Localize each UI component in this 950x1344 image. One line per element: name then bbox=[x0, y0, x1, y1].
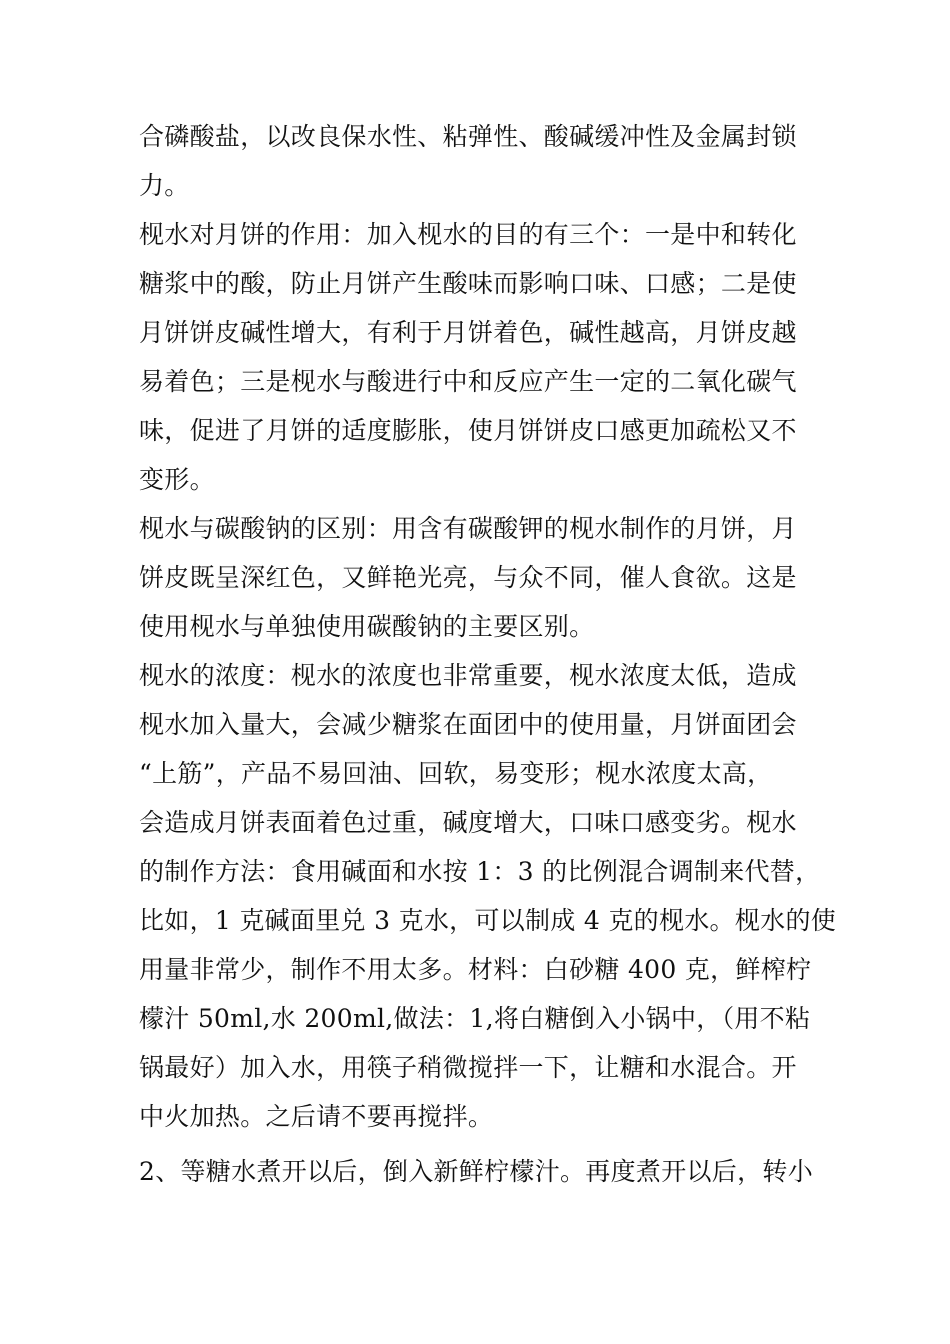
text-line: 味，促进了月饼的适度膨胀，使月饼饼皮口感更加疏松又不 bbox=[139, 416, 797, 445]
text-line: 锅最好）加入水，用筷子稍微搅拌一下，让糖和水混合。开 bbox=[139, 1053, 797, 1082]
text-line: 使用枧水与单独使用碳酸钠的主要区别。 bbox=[139, 612, 595, 641]
text-line: 的制作方法：食用碱面和水按 1：3 的比例混合调制来代替， bbox=[139, 857, 821, 886]
text-line: 饼皮既呈深红色，又鲜艳光亮，与众不同，催人食欲。这是 bbox=[139, 563, 797, 592]
text-line: 糖浆中的酸，防止月饼产生酸味而影响口味、口感；二是使 bbox=[139, 269, 797, 298]
text-line: 枧水与碳酸钠的区别：用含有碳酸钾的枧水制作的月饼，月 bbox=[139, 514, 797, 543]
text-line: 变形。 bbox=[139, 465, 215, 494]
text-line: 用量非常少，制作不用太多。材料：白砂糖 400 克，鲜榨柠 bbox=[139, 955, 812, 984]
text-line: 枧水的浓度：枧水的浓度也非常重要，枧水浓度太低，造成 bbox=[139, 661, 797, 690]
text-line: “上筋”，产品不易回油、回软，易变形；枧水浓度太高， bbox=[139, 759, 773, 788]
text-line: 比如，1 克碱面里兑 3 克水，可以制成 4 克的枧水。枧水的使 bbox=[139, 906, 837, 935]
text-line: 枧水加入量大，会减少糖浆在面团中的使用量，月饼面团会 bbox=[139, 710, 797, 739]
text-line: 易着色；三是枧水与酸进行中和反应产生一定的二氧化碳气 bbox=[139, 367, 797, 396]
text-line: 会造成月饼表面着色过重，碱度增大，口味口感变劣。枧水 bbox=[139, 808, 797, 837]
text-line: 月饼饼皮碱性增大，有利于月饼着色，碱性越高，月饼皮越 bbox=[139, 318, 797, 347]
text-line: 2、等糖水煮开以后，倒入新鲜柠檬汁。再度煮开以后，转小 bbox=[139, 1157, 814, 1186]
body-text bbox=[139, 112, 837, 1196]
text-line: 力。 bbox=[139, 171, 190, 200]
text-line: 檬汁 50ml,水 200ml,做法：1,将白糖倒入小锅中，（用不粘 bbox=[139, 1004, 811, 1033]
text-line: 中火加热。之后请不要再搅拌。 bbox=[139, 1102, 494, 1131]
text-line: 合磷酸盐，以改良保水性、粘弹性、酸碱缓冲性及金属封锁 bbox=[139, 122, 797, 151]
text-line: 枧水对月饼的作用：加入枧水的目的有三个：一是中和转化 bbox=[139, 220, 797, 249]
